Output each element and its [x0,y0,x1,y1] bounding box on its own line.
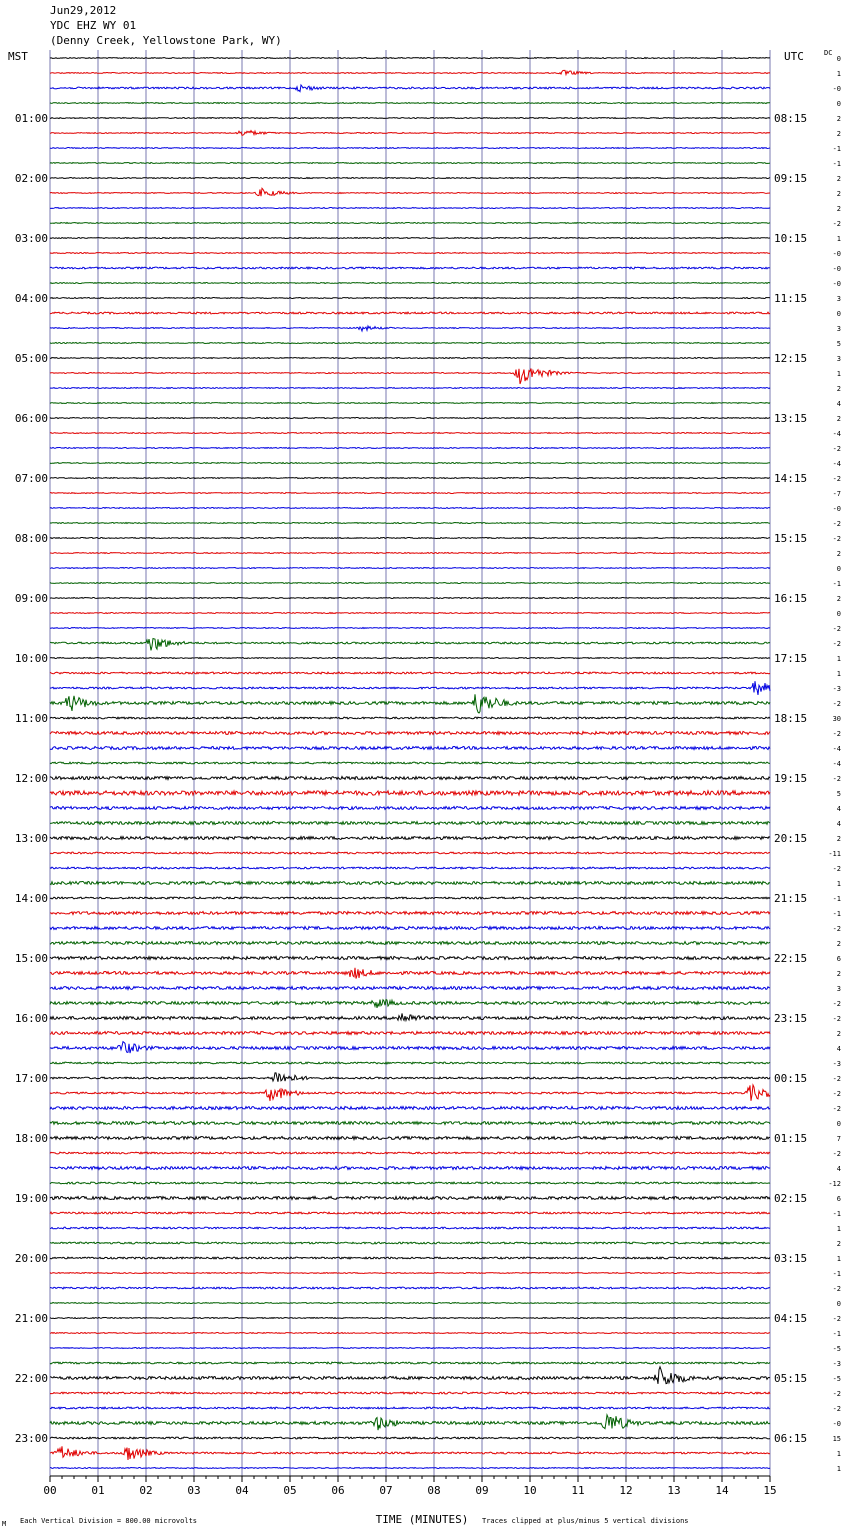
x-tick-label: 07 [379,1484,393,1497]
dc-offset-label: -2 [832,520,841,528]
dc-offset-label: -11 [828,850,841,858]
dc-offset-label: 0 [836,610,841,618]
trace-line [50,178,770,179]
x-tick-label: 01 [91,1484,105,1497]
dc-offset-label: -1 [832,160,841,168]
trace-line [50,1085,770,1101]
utc-hour-label: 19:15 [774,772,808,785]
trace-line [50,253,770,254]
x-tick-label: 05 [283,1484,297,1497]
dc-offset-label: 4 [836,1045,841,1053]
trace-line [50,1333,770,1334]
trace-line [50,1062,770,1064]
trace-line [50,238,770,239]
trace-line [50,1415,770,1430]
x-tick-label: 12 [619,1484,633,1497]
trace-line [50,1032,770,1035]
trace-line [50,867,770,869]
trace-line [50,267,770,269]
dc-offset-label: 2 [836,175,841,183]
mst-hour-label: 06:00 [14,412,48,425]
dc-offset-label: 6 [836,1195,841,1203]
trace-line [50,508,770,509]
mst-axis-label: MST [8,50,28,63]
dc-offset-label: 2 [836,970,841,978]
dc-offset-label: 2 [836,595,841,603]
utc-hour-label: 08:15 [774,112,808,125]
dc-offset-label: -3 [832,1360,841,1368]
utc-hour-label: 03:15 [774,1252,808,1265]
mst-hour-label: 23:00 [14,1432,48,1445]
dc-offset-label: 1 [836,235,841,243]
dc-offset-label: -2 [832,1105,841,1113]
mst-hour-label: 15:00 [14,952,48,965]
utc-hour-label: 21:15 [774,892,808,905]
trace-line [50,747,770,750]
mst-hour-label: 07:00 [14,472,48,485]
dc-offset-label: -2 [832,1075,841,1083]
utc-hour-label: 22:15 [774,952,808,965]
dc-offset-label: 2 [836,205,841,213]
dc-offset-label: -2 [832,445,841,453]
utc-hour-label: 10:15 [774,232,808,245]
trace-line [50,1303,770,1304]
utc-hour-label: 16:15 [774,592,808,605]
trace-line [50,1107,770,1110]
dc-offset-label: -2 [832,925,841,933]
corner-mark: M [2,1520,7,1528]
trace-line [50,103,770,104]
trace-line [50,1013,770,1020]
trace-line [50,762,770,764]
utc-hour-label: 02:15 [774,1192,808,1205]
dc-offset-label: -0 [832,265,841,273]
dc-offset-label: -2 [832,640,841,648]
trace-line [50,388,770,389]
trace-line [50,957,770,960]
dc-offset-label: 3 [836,985,841,993]
dc-offset-label: -1 [832,145,841,153]
dc-offset-label: -4 [832,460,841,468]
trace-line [50,1362,770,1364]
mst-hour-label: 18:00 [14,1132,48,1145]
mst-hour-label: 05:00 [14,352,48,365]
trace-line [50,538,770,539]
dc-offset-label: 1 [836,1225,841,1233]
dc-offset-label: 1 [836,655,841,663]
dc-offset-label: 1 [836,880,841,888]
mst-hour-label: 01:00 [14,112,48,125]
trace-line [50,1367,770,1384]
trace-line [50,70,770,74]
dc-offset-label: 2 [836,940,841,948]
dc-offset-label: -3 [832,685,841,693]
utc-hour-label: 06:15 [774,1432,808,1445]
utc-hour-label: 05:15 [774,1372,808,1385]
utc-hour-label: 04:15 [774,1312,808,1325]
dc-offset-label: 3 [836,355,841,363]
dc-offset-label: 6 [836,955,841,963]
dc-offset-label: -2 [832,535,841,543]
trace-line [50,223,770,224]
trace-line [50,1392,770,1394]
dc-offset-label: -7 [832,490,841,498]
dc-offset-label: -2 [832,625,841,633]
dc-offset-label: -4 [832,745,841,753]
dc-offset-label: 1 [836,70,841,78]
dc-offset-label: -5 [832,1375,841,1383]
utc-hour-label: 18:15 [774,712,808,725]
utc-hour-label: 12:15 [774,352,808,365]
trace-line [50,583,770,584]
dc-offset-label: -1 [832,1330,841,1338]
trace-line [50,553,770,554]
utc-hour-label: 23:15 [774,1012,808,1025]
trace-line [50,131,770,136]
location-label: (Denny Creek, Yellowstone Park, WY) [50,34,282,47]
dc-offset-label: -2 [832,865,841,873]
dc-offset-label: -2 [832,1390,841,1398]
dc-offset-label: -2 [832,1000,841,1008]
trace-line [50,852,770,854]
dc-offset-label: 5 [836,790,841,798]
mst-hour-label: 14:00 [14,892,48,905]
dc-offset-label: 2 [836,385,841,393]
utc-hour-label: 09:15 [774,172,808,185]
trace-line [50,717,770,719]
dc-offset-label: 30 [832,715,841,723]
trace-line [50,1227,770,1229]
clip-note: Traces clipped at plus/minus 5 vertical divisions [482,1517,689,1525]
utc-hour-label: 13:15 [774,412,808,425]
trace-line [50,1137,770,1140]
dc-offset-label: 2 [836,190,841,198]
x-tick-label: 00 [43,1484,57,1497]
dc-offset-label: 3 [836,325,841,333]
trace-line [50,85,770,92]
trace-line [50,968,770,979]
trace-line [50,463,770,464]
mst-hour-label: 10:00 [14,652,48,665]
trace-line [50,1073,770,1082]
utc-hour-label: 01:15 [774,1132,808,1145]
dc-offset-label: -0 [832,505,841,513]
dc-offset-label: 15 [832,1435,841,1443]
dc-offset-label: 3 [836,295,841,303]
trace-line [50,882,770,885]
dc-offset-label: -1 [832,1270,841,1278]
utc-hour-label: 15:15 [774,532,808,545]
dc-offset-label: -2 [832,1090,841,1098]
trace-line [50,942,770,945]
utc-hour-label: 11:15 [774,292,808,305]
trace-line [50,433,770,434]
mst-hour-label: 12:00 [14,772,48,785]
dc-offset-label: 1 [836,370,841,378]
dc-offset-label: -2 [832,730,841,738]
dc-offset-label: -2 [832,220,841,228]
dc-offset-label: -2 [832,475,841,483]
dc-offset-label: 0 [836,1300,841,1308]
mst-hour-label: 02:00 [14,172,48,185]
x-tick-label: 02 [139,1484,153,1497]
x-axis-title: TIME (MINUTES) [375,1513,469,1526]
trace-line [50,897,770,899]
trace-line [50,208,770,209]
trace-line [50,58,770,59]
trace-line [50,369,770,384]
trace-line [50,493,770,494]
mst-hour-label: 16:00 [14,1012,48,1025]
station-label: YDC EHZ WY 01 [50,19,137,32]
trace-line [50,987,770,990]
dc-offset-label: -0 [832,280,841,288]
dc-offset-label: -1 [832,910,841,918]
dc-offset-label: 1 [836,670,841,678]
trace-line [50,358,770,359]
trace-line [50,791,770,795]
dc-offset-label: 1 [836,1465,841,1473]
dc-offset-label: -2 [832,1015,841,1023]
dc-offset-label: 1 [836,1450,841,1458]
dc-offset-label: -0 [832,1420,841,1428]
dc-offset-label: -2 [832,1315,841,1323]
mst-hour-label: 19:00 [14,1192,48,1205]
trace-line [50,1000,770,1008]
trace-line [50,628,770,629]
trace-line [50,927,770,930]
trace-line [50,343,770,344]
dc-offset-label: 2 [836,1030,841,1038]
dc-offset-label: 5 [836,340,841,348]
dc-offset-label: -2 [832,1285,841,1293]
dc-offset-label: -3 [832,1060,841,1068]
trace-line [50,1242,770,1244]
trace-line [50,298,770,299]
trace-line [50,312,770,314]
dc-offset-label: -2 [832,1405,841,1413]
mst-hour-label: 13:00 [14,832,48,845]
trace-line [50,1257,770,1259]
trace-line [50,326,770,331]
axes-labels [2,49,841,1528]
x-tick-label: 06 [331,1484,345,1497]
dc-offset-label: 4 [836,805,841,813]
mst-hour-label: 11:00 [14,712,48,725]
trace-line [50,1348,770,1349]
dc-offset-label: -0 [832,250,841,258]
trace-line [50,188,770,196]
trace-line [50,568,770,569]
trace-line [50,837,770,840]
trace-line [50,418,770,419]
trace-line [50,1212,770,1214]
trace-line [50,1042,770,1054]
mst-hour-label: 20:00 [14,1252,48,1265]
trace-line [50,639,770,651]
trace-line [50,1446,770,1460]
x-tick-label: 04 [235,1484,249,1497]
dc-offset-label: -0 [832,85,841,93]
trace-line [50,912,770,915]
x-tick-label: 15 [763,1484,777,1497]
mst-hour-label: 09:00 [14,592,48,605]
dc-offset-label: -5 [832,1345,841,1353]
utc-hour-label: 17:15 [774,652,808,665]
trace-line [50,403,770,404]
trace-line [50,523,770,524]
scale-note: Each Vertical Division = 800.00 microvolts [20,1517,198,1525]
mst-hour-label: 08:00 [14,532,48,545]
dc-offset-label: 4 [836,820,841,828]
trace-line [50,163,770,164]
trace-line [50,694,770,713]
utc-axis-label: UTC [784,50,804,63]
trace-line [50,681,770,695]
utc-hour-label: 00:15 [774,1072,808,1085]
trace-line [50,448,770,449]
trace-line [50,1273,770,1274]
utc-hour-label: 14:15 [774,472,808,485]
x-tick-label: 14 [715,1484,729,1497]
trace-line [50,478,770,479]
x-tick-label: 10 [523,1484,537,1497]
dc-offset-label: -2 [832,700,841,708]
dc-offset-label: -1 [832,895,841,903]
trace-line [50,807,770,810]
x-tick-label: 08 [427,1484,441,1497]
dc-offset-label: 0 [836,100,841,108]
dc-offset-label: 0 [836,1120,841,1128]
trace-line [50,1182,770,1184]
x-tick-label: 09 [475,1484,489,1497]
dc-offset-label: -1 [832,580,841,588]
trace-line [50,1437,770,1439]
dc-offset-label: -2 [832,1150,841,1158]
dc-offset-label: 2 [836,415,841,423]
trace-line [50,658,770,659]
mst-hour-label: 03:00 [14,232,48,245]
utc-hour-label: 20:15 [774,832,808,845]
mst-hour-label: 22:00 [14,1372,48,1385]
dc-offset-label: 2 [836,1240,841,1248]
mst-hour-label: 04:00 [14,292,48,305]
x-tick-label: 11 [571,1484,585,1497]
trace-line [50,613,770,614]
trace-line [50,777,770,780]
dc-offset-label: 2 [836,130,841,138]
dc-offset-label: 2 [836,115,841,123]
dc-offset-label: -12 [828,1180,841,1188]
dc-offset-label: 0 [836,310,841,318]
dc-offset-label: 0 [836,565,841,573]
x-tick-label: 13 [667,1484,681,1497]
date-label: Jun29,2012 [50,4,117,17]
dc-offset-label: 0 [836,55,841,63]
trace-line [50,1407,770,1409]
dc-offset-label: 7 [836,1135,841,1143]
trace-line [50,1468,770,1469]
trace-line [50,672,770,674]
dc-offset-label: 2 [836,835,841,843]
dc-offset-label: 1 [836,1255,841,1263]
dc-offset-label: -4 [832,760,841,768]
mst-hour-label: 21:00 [14,1312,48,1325]
trace-line [50,822,770,825]
dc-offset-label: 4 [836,1165,841,1173]
x-tick-label: 03 [187,1484,201,1497]
trace-line [50,732,770,735]
dc-label: DC [824,49,833,57]
dc-offset-label: -1 [832,1210,841,1218]
trace-line [50,1197,770,1200]
trace-line [50,1152,770,1154]
trace-line [50,1122,770,1125]
trace-line [50,148,770,149]
trace-line [50,1167,770,1170]
dc-offset-label: -4 [832,430,841,438]
trace-line [50,118,770,119]
seismic-traces [50,58,770,1469]
trace-line [50,598,770,599]
dc-offset-label: -2 [832,775,841,783]
dc-offset-label: 4 [836,400,841,408]
dc-offset-label: 2 [836,550,841,558]
trace-line [50,1318,770,1319]
mst-hour-label: 17:00 [14,1072,48,1085]
trace-line [50,283,770,284]
trace-line [50,1287,770,1289]
